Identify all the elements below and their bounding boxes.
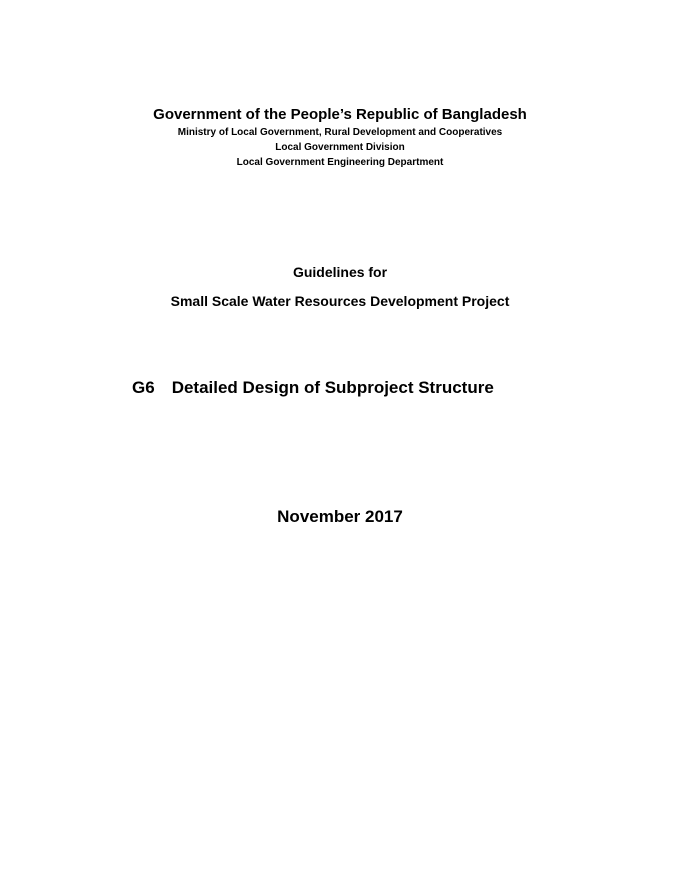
document-title-text: Detailed Design of Subproject Structure — [171, 378, 494, 397]
department-name: Local Government Engineering Department — [236, 157, 444, 168]
ministry-name: Ministry of Local Government, Rural Development and Cooperatives — [177, 127, 503, 138]
document-code: G6 — [132, 378, 155, 397]
division-name: Local Government Division — [275, 142, 405, 153]
project-name: Small Scale Water Resources Development Project — [170, 293, 510, 309]
government-heading: Government of the People’s Republic of Bangladesh — [153, 106, 527, 123]
document-title — [132, 378, 494, 398]
guidelines-heading: Guidelines for — [292, 264, 388, 280]
publication-date: November 2017 — [277, 507, 403, 526]
